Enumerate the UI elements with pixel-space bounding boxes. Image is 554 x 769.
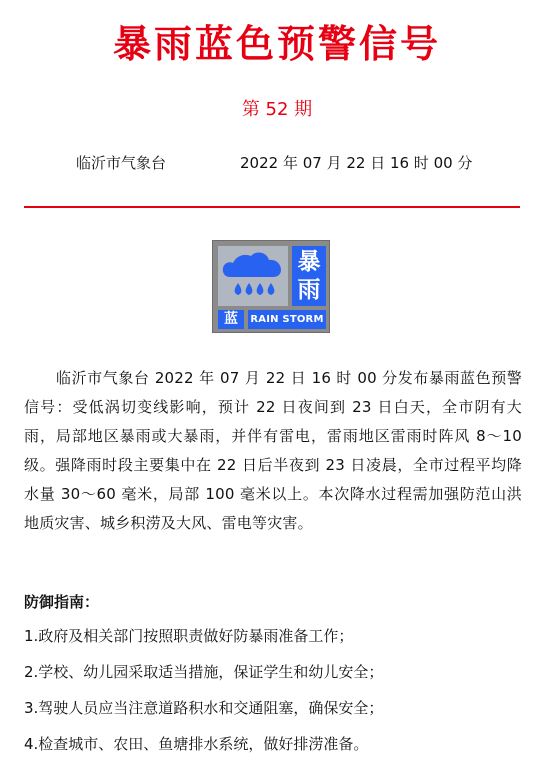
guidance-title: 防御指南： (24, 593, 100, 611)
guidance-item: 3.驾驶人员应当注意道路积水和交通阻塞，确保安全； (24, 699, 384, 717)
rainstorm-signal-icon (212, 240, 330, 333)
rain-cloud-icon (218, 246, 288, 306)
signal-label-bao: 暴 (297, 248, 321, 275)
warning-paragraph: 临沂市气象台 2022 年 07 月 22 日 16 时 00 分发布暴雨蓝色预警信号：受低涡切变线影响，预计 22 日夜间到 23 日白天，全市阴有大雨，局部地区暴雨或大暴雨，并伴有雷电，雷雨地区雷雨时阵风 8～10 级。强降雨时段主要集中在 22 日后半夜到 23 日凌晨，全市过程平均降水量 30～60 毫米，局部 100 毫米以上。本次降水过程需加强防范山洪地质灾害、城乡积涝及大风、雷电等灾害。 (24, 369, 522, 532)
guidance-item: 1.政府及相关部门按照职责做好防暴雨准备工作； (24, 627, 354, 645)
signal-label-yu: 雨 (297, 276, 321, 303)
document-title: 暴雨蓝色预警信号 (112, 21, 441, 66)
guidance-item: 2.学校、幼儿园采取适当措施，保证学生和幼儿安全； (24, 663, 384, 681)
red-divider (24, 206, 520, 208)
signal-level-label: 蓝 (218, 310, 244, 329)
issue-datetime: 2022 年 07 月 22 日 16 时 00 分 (240, 154, 473, 172)
guidance-item: 4.检查城市、农田、鱼塘排水系统，做好排涝准备。 (24, 735, 369, 753)
guidance-list (24, 625, 529, 769)
issue-number: 第 52 期 (241, 99, 313, 120)
signal-vertical-label (292, 246, 326, 306)
publisher: 临沂市气象台 (76, 154, 167, 172)
rain-cloud-panel (218, 246, 288, 306)
signal-english-label: RAIN STORM (248, 310, 326, 329)
